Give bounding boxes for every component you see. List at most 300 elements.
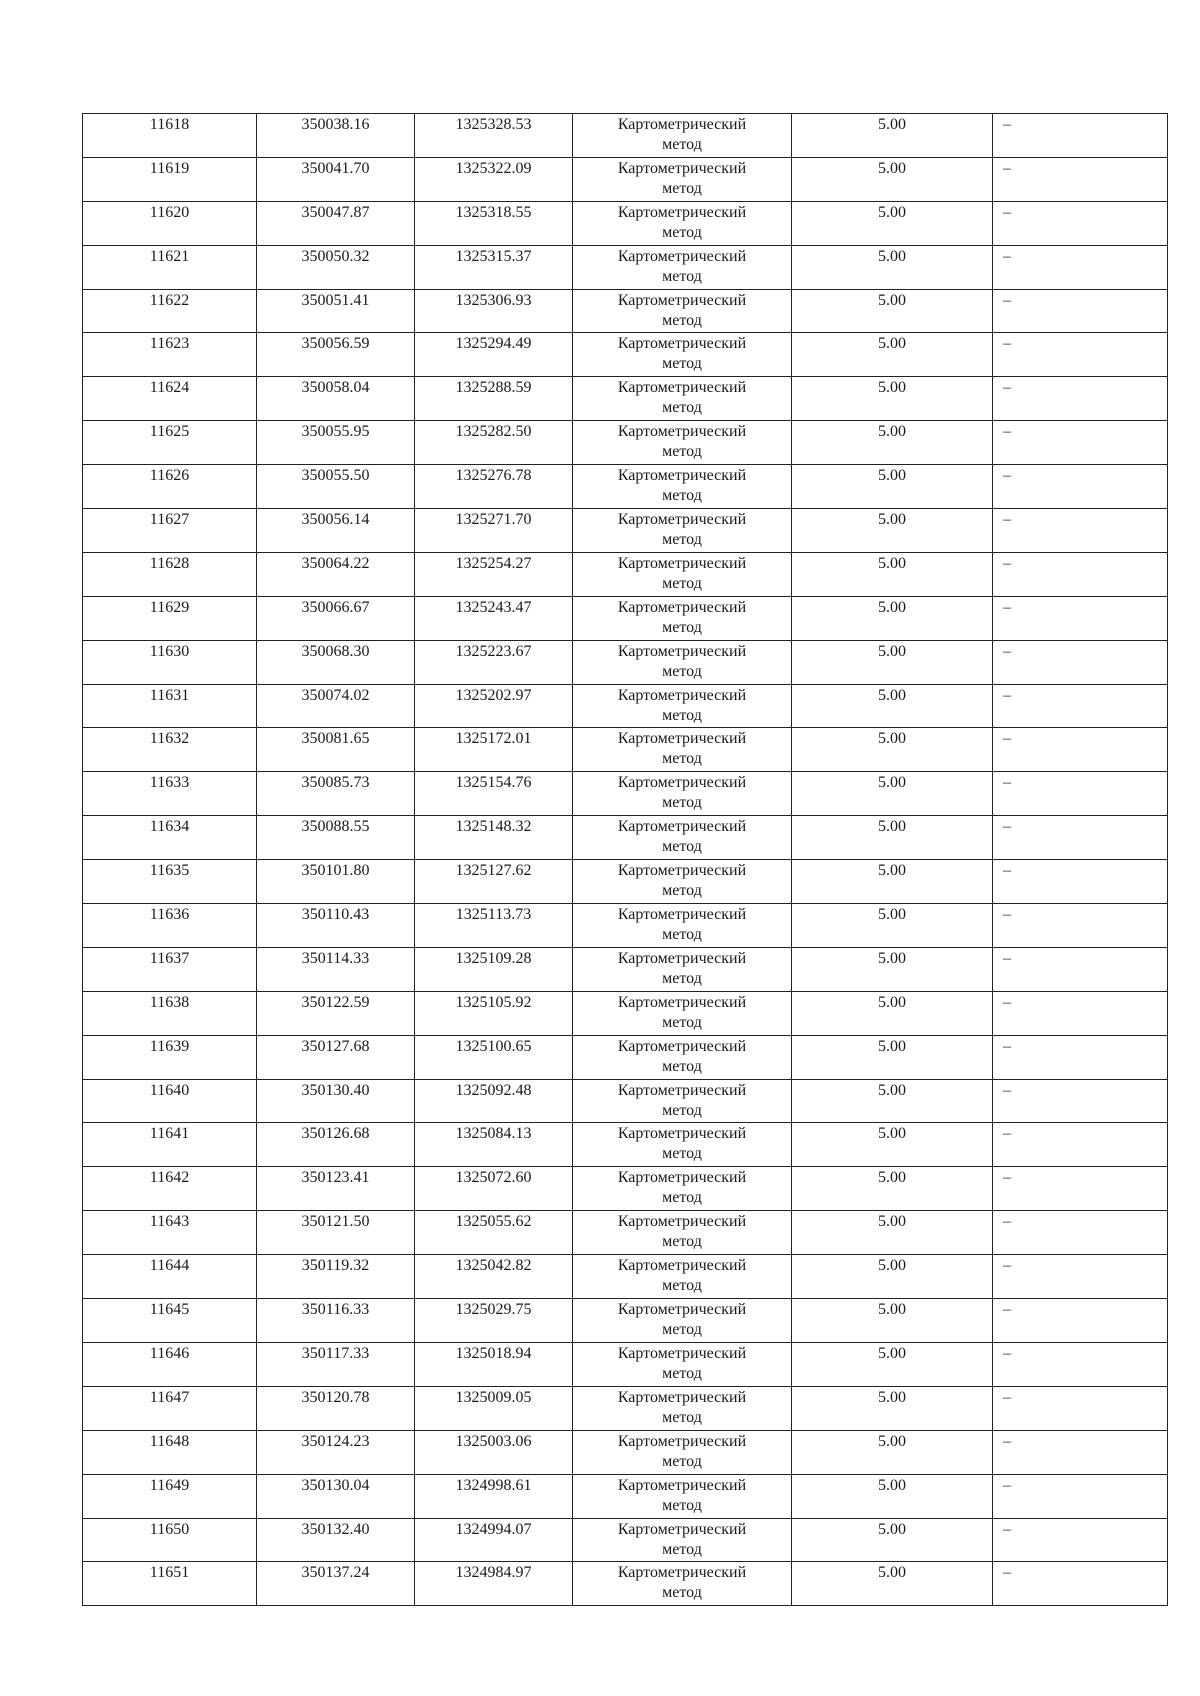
x-coordinate-cell: 350055.95 [257,421,415,465]
note-cell: – [993,509,1168,553]
x-coordinate-cell: 350124.23 [257,1430,415,1474]
x-coordinate-cell: 350074.02 [257,684,415,728]
accuracy-cell: 5.00 [792,289,993,333]
accuracy-cell: 5.00 [792,816,993,860]
note-cell: – [993,1562,1168,1606]
method-line-1: Картометрический [617,1344,747,1362]
point-number-cell: 11621 [83,245,257,289]
accuracy-cell: 5.00 [792,1167,993,1211]
method-line-2: метод [662,882,702,900]
method-line-2: метод [662,1408,702,1426]
note-cell: – [993,1035,1168,1079]
table-row [83,465,1168,509]
method-line-1: Картометрический [617,774,747,792]
table-row [83,1079,1168,1123]
method-line-2: метод [662,267,702,285]
method-cell [573,1167,792,1211]
accuracy-cell: 5.00 [792,1299,993,1343]
point-number-cell: 11623 [83,333,257,377]
note-cell: – [993,860,1168,904]
method-line-2: метод [662,794,702,812]
point-number-cell: 11649 [83,1474,257,1518]
y-coordinate-cell: 1325318.55 [415,201,573,245]
method-line-1: Картометрический [617,1432,747,1450]
method-line-2: метод [662,1233,702,1251]
point-number-cell: 11619 [83,157,257,201]
method-line-2: метод [662,750,702,768]
table-row [83,904,1168,948]
note-cell: – [993,1079,1168,1123]
accuracy-cell: 5.00 [792,1430,993,1474]
y-coordinate-cell: 1325271.70 [415,509,573,553]
y-coordinate-cell: 1324994.07 [415,1518,573,1562]
method-line-1: Картометрический [617,159,747,177]
table-row [83,333,1168,377]
y-coordinate-cell: 1325328.53 [415,114,573,158]
method-line-1: Картометрический [617,1081,747,1099]
point-number-cell: 11645 [83,1299,257,1343]
point-number-cell: 11627 [83,509,257,553]
method-line-1: Картометрический [617,1301,747,1319]
x-coordinate-cell: 350126.68 [257,1123,415,1167]
accuracy-cell: 5.00 [792,1123,993,1167]
method-line-2: метод [662,969,702,987]
method-line-1: Картометрический [617,1169,747,1187]
point-number-cell: 11644 [83,1255,257,1299]
method-cell [573,201,792,245]
method-line-1: Картометрический [617,423,747,441]
note-cell: – [993,465,1168,509]
method-line-1: Картометрический [617,335,747,353]
method-cell [573,333,792,377]
table-row [83,1342,1168,1386]
point-number-cell: 11641 [83,1123,257,1167]
note-cell: – [993,114,1168,158]
point-number-cell: 11638 [83,991,257,1035]
method-line-1: Картометрический [617,598,747,616]
method-cell [573,465,792,509]
method-line-2: метод [662,531,702,549]
method-cell [573,552,792,596]
x-coordinate-cell: 350051.41 [257,289,415,333]
table-row [83,1562,1168,1606]
accuracy-cell: 5.00 [792,465,993,509]
accuracy-cell: 5.00 [792,1211,993,1255]
accuracy-cell: 5.00 [792,860,993,904]
x-coordinate-cell: 350123.41 [257,1167,415,1211]
point-number-cell: 11650 [83,1518,257,1562]
note-cell: – [993,772,1168,816]
table-row [83,947,1168,991]
point-number-cell: 11633 [83,772,257,816]
note-cell: – [993,1474,1168,1518]
coordinates-table [82,113,1168,1606]
y-coordinate-cell: 1325202.97 [415,684,573,728]
x-coordinate-cell: 350038.16 [257,114,415,158]
method-line-2: метод [662,618,702,636]
method-line-2: метод [662,1013,702,1031]
method-line-1: Картометрический [617,949,747,967]
method-line-2: метод [662,1101,702,1119]
point-number-cell: 11642 [83,1167,257,1211]
table-row [83,1518,1168,1562]
accuracy-cell: 5.00 [792,991,993,1035]
x-coordinate-cell: 350056.14 [257,509,415,553]
x-coordinate-cell: 350064.22 [257,552,415,596]
method-cell [573,991,792,1035]
method-line-2: метод [662,574,702,592]
x-coordinate-cell: 350081.65 [257,728,415,772]
y-coordinate-cell: 1325018.94 [415,1342,573,1386]
y-coordinate-cell: 1325172.01 [415,728,573,772]
y-coordinate-cell: 1325276.78 [415,465,573,509]
y-coordinate-cell: 1325105.92 [415,991,573,1035]
point-number-cell: 11624 [83,377,257,421]
note-cell: – [993,640,1168,684]
note-cell: – [993,1386,1168,1430]
y-coordinate-cell: 1325306.93 [415,289,573,333]
accuracy-cell: 5.00 [792,1518,993,1562]
method-cell [573,816,792,860]
method-line-1: Картометрический [617,247,747,265]
method-line-1: Картометрический [617,379,747,397]
accuracy-cell: 5.00 [792,904,993,948]
method-line-2: метод [662,1189,702,1207]
table-row [83,1211,1168,1255]
y-coordinate-cell: 1325148.32 [415,816,573,860]
table-row [83,201,1168,245]
method-cell [573,114,792,158]
accuracy-cell: 5.00 [792,421,993,465]
x-coordinate-cell: 350058.04 [257,377,415,421]
method-line-1: Картометрический [617,1125,747,1143]
note-cell: – [993,1342,1168,1386]
method-cell [573,1079,792,1123]
table-row [83,816,1168,860]
accuracy-cell: 5.00 [792,1035,993,1079]
method-cell [573,1518,792,1562]
x-coordinate-cell: 350101.80 [257,860,415,904]
method-cell [573,509,792,553]
method-line-2: метод [662,487,702,505]
method-line-1: Картометрический [617,862,747,880]
note-cell: – [993,377,1168,421]
table-row [83,509,1168,553]
table-row [83,596,1168,640]
accuracy-cell: 5.00 [792,1474,993,1518]
note-cell: – [993,1167,1168,1211]
method-line-2: метод [662,399,702,417]
point-number-cell: 11628 [83,552,257,596]
method-cell [573,904,792,948]
method-cell [573,1562,792,1606]
accuracy-cell: 5.00 [792,1386,993,1430]
table-row [83,1430,1168,1474]
x-coordinate-cell: 350114.33 [257,947,415,991]
method-line-2: метод [662,311,702,329]
note-cell: – [993,552,1168,596]
method-cell [573,947,792,991]
method-line-2: метод [662,1540,702,1558]
method-line-2: метод [662,1364,702,1382]
table-row [83,157,1168,201]
point-number-cell: 11622 [83,289,257,333]
method-line-2: метод [662,926,702,944]
y-coordinate-cell: 1325254.27 [415,552,573,596]
note-cell: – [993,333,1168,377]
y-coordinate-cell: 1324984.97 [415,1562,573,1606]
point-number-cell: 11640 [83,1079,257,1123]
point-number-cell: 11639 [83,1035,257,1079]
method-line-1: Картометрический [617,116,747,133]
method-line-2: метод [662,1145,702,1163]
method-cell [573,1474,792,1518]
y-coordinate-cell: 1325100.65 [415,1035,573,1079]
table-row [83,728,1168,772]
accuracy-cell: 5.00 [792,1255,993,1299]
accuracy-cell: 5.00 [792,1562,993,1606]
table-row [83,245,1168,289]
x-coordinate-cell: 350066.67 [257,596,415,640]
method-line-2: метод [662,1057,702,1075]
method-cell [573,772,792,816]
x-coordinate-cell: 350137.24 [257,1562,415,1606]
method-line-2: метод [662,1452,702,1470]
table-row [83,1299,1168,1343]
x-coordinate-cell: 350127.68 [257,1035,415,1079]
method-cell [573,1299,792,1343]
method-line-2: метод [662,1584,702,1602]
x-coordinate-cell: 350110.43 [257,904,415,948]
point-number-cell: 11625 [83,421,257,465]
table-row [83,421,1168,465]
y-coordinate-cell: 1325282.50 [415,421,573,465]
point-number-cell: 11643 [83,1211,257,1255]
y-coordinate-cell: 1325009.05 [415,1386,573,1430]
point-number-cell: 11626 [83,465,257,509]
method-line-1: Картометрический [617,1257,747,1275]
table-row [83,114,1168,158]
note-cell: – [993,157,1168,201]
table-row [83,377,1168,421]
accuracy-cell: 5.00 [792,114,993,158]
note-cell: – [993,201,1168,245]
point-number-cell: 11630 [83,640,257,684]
x-coordinate-cell: 350117.33 [257,1342,415,1386]
method-line-1: Картометрический [617,1037,747,1055]
method-line-1: Картометрический [617,686,747,704]
accuracy-cell: 5.00 [792,245,993,289]
x-coordinate-cell: 350122.59 [257,991,415,1035]
note-cell: – [993,816,1168,860]
accuracy-cell: 5.00 [792,1079,993,1123]
accuracy-cell: 5.00 [792,596,993,640]
method-line-1: Картометрический [617,906,747,924]
point-number-cell: 11620 [83,201,257,245]
note-cell: – [993,596,1168,640]
method-line-1: Картометрический [617,467,747,485]
note-cell: – [993,728,1168,772]
method-line-1: Картометрический [617,818,747,836]
method-line-2: метод [662,1321,702,1339]
note-cell: – [993,245,1168,289]
method-line-2: метод [662,179,702,197]
y-coordinate-cell: 1325127.62 [415,860,573,904]
accuracy-cell: 5.00 [792,552,993,596]
accuracy-cell: 5.00 [792,509,993,553]
accuracy-cell: 5.00 [792,640,993,684]
method-cell [573,157,792,201]
y-coordinate-cell: 1325223.67 [415,640,573,684]
method-line-2: метод [662,838,702,856]
coordinates-table-body [83,114,1168,1606]
accuracy-cell: 5.00 [792,377,993,421]
point-number-cell: 11629 [83,596,257,640]
method-cell [573,1430,792,1474]
point-number-cell: 11651 [83,1562,257,1606]
table-row [83,1035,1168,1079]
method-line-1: Картометрический [617,1520,747,1538]
table-row [83,684,1168,728]
method-line-1: Картометрический [617,1388,747,1406]
method-cell [573,1342,792,1386]
y-coordinate-cell: 1325322.09 [415,157,573,201]
accuracy-cell: 5.00 [792,1342,993,1386]
x-coordinate-cell: 350132.40 [257,1518,415,1562]
note-cell: – [993,421,1168,465]
table-row [83,991,1168,1035]
method-line-2: метод [662,1496,702,1514]
x-coordinate-cell: 350130.04 [257,1474,415,1518]
note-cell: – [993,289,1168,333]
method-cell [573,245,792,289]
method-line-1: Картометрический [617,203,747,221]
y-coordinate-cell: 1325055.62 [415,1211,573,1255]
table-row [83,1255,1168,1299]
x-coordinate-cell: 350047.87 [257,201,415,245]
method-line-1: Картометрический [617,730,747,748]
point-number-cell: 11637 [83,947,257,991]
x-coordinate-cell: 350120.78 [257,1386,415,1430]
note-cell: – [993,904,1168,948]
x-coordinate-cell: 350055.50 [257,465,415,509]
y-coordinate-cell: 1325315.37 [415,245,573,289]
method-cell [573,728,792,772]
y-coordinate-cell: 1325042.82 [415,1255,573,1299]
method-cell [573,640,792,684]
method-line-1: Картометрический [617,511,747,529]
x-coordinate-cell: 350119.32 [257,1255,415,1299]
y-coordinate-cell: 1325092.48 [415,1079,573,1123]
y-coordinate-cell: 1325084.13 [415,1123,573,1167]
method-cell [573,1211,792,1255]
method-cell [573,1255,792,1299]
table-row [83,1167,1168,1211]
point-number-cell: 11636 [83,904,257,948]
table-row [83,1474,1168,1518]
method-line-1: Картометрический [617,1564,747,1582]
point-number-cell: 11646 [83,1342,257,1386]
table-row [83,640,1168,684]
x-coordinate-cell: 350050.32 [257,245,415,289]
method-cell [573,377,792,421]
note-cell: – [993,1211,1168,1255]
note-cell: – [993,684,1168,728]
note-cell: – [993,991,1168,1035]
table-row [83,860,1168,904]
point-number-cell: 11635 [83,860,257,904]
point-number-cell: 11648 [83,1430,257,1474]
x-coordinate-cell: 350121.50 [257,1211,415,1255]
note-cell: – [993,1123,1168,1167]
method-line-2: метод [662,223,702,241]
method-line-2: метод [662,1277,702,1295]
method-line-2: метод [662,136,702,153]
x-coordinate-cell: 350068.30 [257,640,415,684]
accuracy-cell: 5.00 [792,684,993,728]
note-cell: – [993,1299,1168,1343]
note-cell: – [993,1430,1168,1474]
point-number-cell: 11634 [83,816,257,860]
point-number-cell: 11647 [83,1386,257,1430]
table-row [83,1123,1168,1167]
method-line-1: Картометрический [617,642,747,660]
y-coordinate-cell: 1325288.59 [415,377,573,421]
accuracy-cell: 5.00 [792,728,993,772]
method-cell [573,1035,792,1079]
method-line-1: Картометрический [617,1213,747,1231]
method-line-1: Картометрический [617,554,747,572]
y-coordinate-cell: 1325243.47 [415,596,573,640]
table-row [83,552,1168,596]
y-coordinate-cell: 1325072.60 [415,1167,573,1211]
note-cell: – [993,1518,1168,1562]
y-coordinate-cell: 1325113.73 [415,904,573,948]
accuracy-cell: 5.00 [792,201,993,245]
point-number-cell: 11618 [83,114,257,158]
method-line-1: Картометрический [617,291,747,309]
table-row [83,289,1168,333]
method-line-2: метод [662,706,702,724]
y-coordinate-cell: 1325029.75 [415,1299,573,1343]
accuracy-cell: 5.00 [792,157,993,201]
method-cell [573,860,792,904]
method-cell [573,421,792,465]
y-coordinate-cell: 1325003.06 [415,1430,573,1474]
x-coordinate-cell: 350056.59 [257,333,415,377]
x-coordinate-cell: 350085.73 [257,772,415,816]
method-cell [573,684,792,728]
method-cell [573,289,792,333]
method-line-2: метод [662,662,702,680]
table-row [83,1386,1168,1430]
table-row [83,772,1168,816]
method-line-2: метод [662,443,702,461]
note-cell: – [993,947,1168,991]
method-cell [573,1123,792,1167]
x-coordinate-cell: 350088.55 [257,816,415,860]
y-coordinate-cell: 1324998.61 [415,1474,573,1518]
y-coordinate-cell: 1325109.28 [415,947,573,991]
method-line-1: Картометрический [617,1476,747,1494]
accuracy-cell: 5.00 [792,333,993,377]
x-coordinate-cell: 350116.33 [257,1299,415,1343]
point-number-cell: 11632 [83,728,257,772]
point-number-cell: 11631 [83,684,257,728]
method-cell [573,596,792,640]
x-coordinate-cell: 350130.40 [257,1079,415,1123]
accuracy-cell: 5.00 [792,947,993,991]
